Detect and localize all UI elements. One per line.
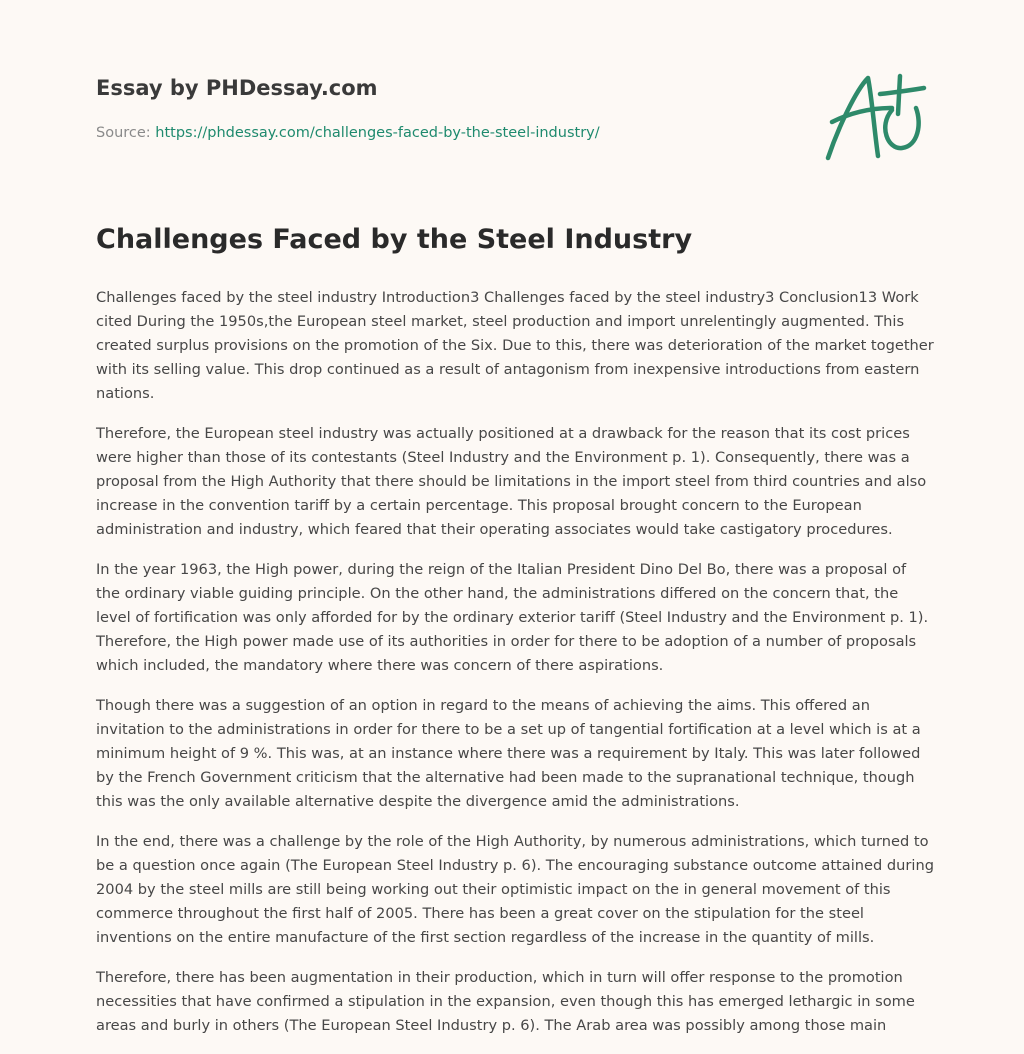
site-brand: Essay by PHDessay.com — [96, 76, 378, 100]
source-link[interactable]: https://phdessay.com/challenges-faced-by-the-steel-industry/ — [155, 125, 600, 141]
essay-paragraph: Therefore, there has been augmentation in their production, which in turn will offer response to the promotion necessities that have confirmed a stipulation in the expansion, even though this has emerged lethargic in some areas and burly in others (The European Steel Industry p. 6). The Arab area was possibly among those main — [96, 969, 915, 1034]
essay-paragraph: Therefore, the European steel industry was actually positioned at a drawback for the reason that its cost prices were higher than those of its contestants (Steel Industry and the Environment p. 1). Consequently, there was a proposal from the High Authority that there should be limitations in the import steel from third countries and also increase in the convention tariff by a certain percentage. This proposal brought concern to the European administration and industry, which feared that their operating associates would take castigatory procedures. — [96, 425, 927, 538]
essay-title: Challenges Faced by the Steel Industry — [96, 224, 693, 255]
source-line — [96, 125, 600, 141]
essay-paragraph: In the end, there was a challenge by the role of the High Authority, by numerous administrations, which turned to be a question once again (The European Steel Industry p. 6). The encouraging substance outcome attained during 2004 by the steel mills are still being working out their optimistic impact on the in general movement of this commerce throughout the first half of 2005. There has been a great cover on the stipulation for the steel inventions on the entire manufacture of the first section regardless of the increase in the quantity of mills. — [96, 833, 934, 946]
a-plus-grade-icon — [818, 66, 930, 166]
source-label: Source: — [96, 125, 151, 141]
essay-paragraph: In the year 1963, the High power, during the reign of the Italian President Dino Del Bo, there was a proposal of the ordinary viable guiding principle. On the other hand, the administrations differed on the concern that, the level of fortification was only afforded for by the ordinary exterior tariff (Steel Industry and the Environment p. 1). Therefore, the High power made use of its authorities in order for there to be adoption of a number of proposals which included, the mandatory where there was concern of there aspirations. — [96, 561, 929, 674]
essay-paragraph: Challenges faced by the steel industry Introduction3 Challenges faced by the steel industry3 Conclusion13 Work cited During the 1950s,the European steel market, steel production and import unrelentingly augmented. This created surplus provisions on the promotion of the Six. Due to this, there was deterioration of the market together with its selling value. This drop continued as a result of antagonism from inexpensive introductions from eastern nations. — [96, 289, 934, 402]
essay-body — [96, 286, 934, 1054]
essay-paragraph: Though there was a suggestion of an option in regard to the means of achieving the aims. This offered an invitation to the administrations in order for there to be a set up of tangential fortification at a level which is at a minimum height of 9 %. This was, at an instance where there was a requirement by Italy. This was later followed by the French Government criticism that the alternative had been made to the supranational technique, though this was the only available alternative despite the divergence amid the administrations. — [96, 697, 921, 810]
